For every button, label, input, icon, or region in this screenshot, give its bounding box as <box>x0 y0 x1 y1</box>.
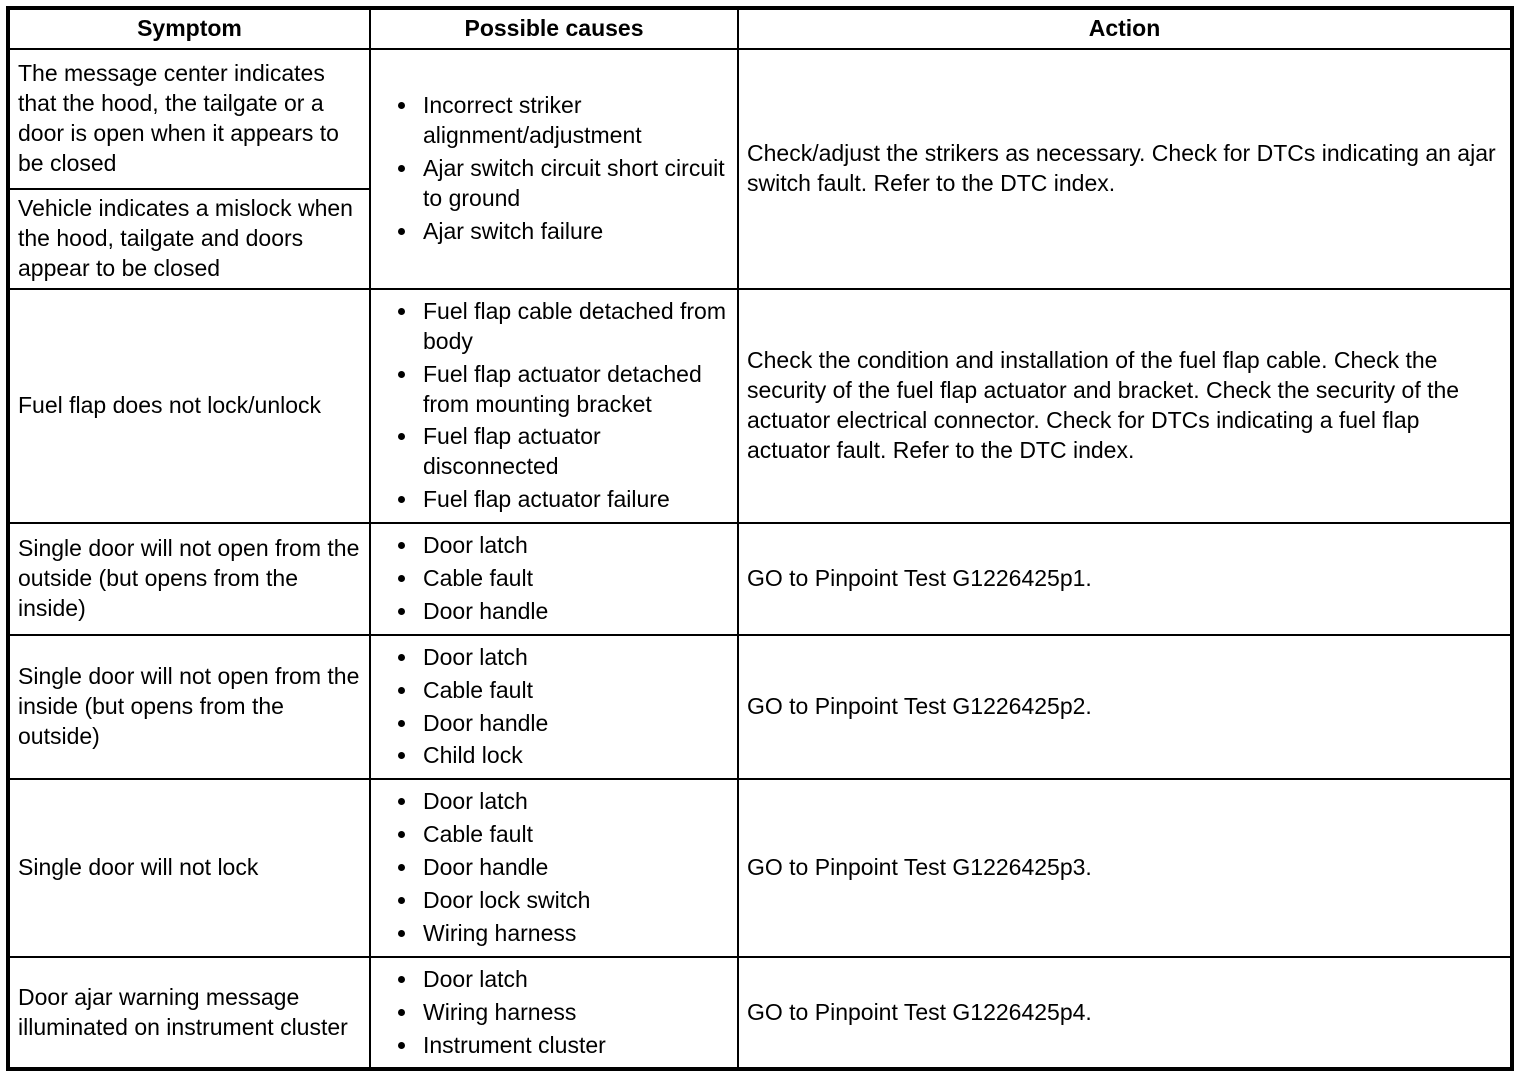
causes-cell <box>370 523 738 635</box>
cause-item: • Fuel flap actuator disconnected <box>419 422 729 482</box>
causes-cell <box>370 635 738 780</box>
causes-list <box>379 91 729 246</box>
cause-item: • Cable fault <box>419 820 729 850</box>
column-header-action: Action <box>738 8 1512 49</box>
action-cell: Check/adjust the strikers as necessary. Check for DTCs indicating an ajar switch fault. Refer to the DTC index. <box>738 49 1512 289</box>
symptom-cell: The message center indicates that the hood, the tailgate or a door is open when it appears to be closed <box>8 49 370 189</box>
cause-item: • Incorrect striker alignment/adjustment <box>419 91 729 151</box>
action-cell: GO to Pinpoint Test G1226425p2. <box>738 635 1512 780</box>
cause-item: • Door handle <box>419 597 729 627</box>
symptom-cell: Single door will not open from the outside (but opens from the inside) <box>8 523 370 635</box>
cause-item: • Wiring harness <box>419 919 729 949</box>
causes-list <box>379 297 729 515</box>
symptom-cell: Vehicle indicates a mislock when the hood, tailgate and doors appear to be closed <box>8 189 370 289</box>
column-header-possible-causes: Possible causes <box>370 8 738 49</box>
cause-item: • Door handle <box>419 709 729 739</box>
causes-list <box>379 965 729 1061</box>
table-row <box>8 635 1512 780</box>
cause-item: • Fuel flap actuator failure <box>419 485 729 515</box>
cause-item: • Door lock switch <box>419 886 729 916</box>
cause-item: • Door latch <box>419 787 729 817</box>
action-cell: GO to Pinpoint Test G1226425p4. <box>738 957 1512 1070</box>
action-cell: Check the condition and installation of the fuel flap cable. Check the security of the fuel flap actuator and bracket. Check the security of the actuator electrical connector. Check for DTCs indicating a fuel flap actuator fault. Refer to the DTC index. <box>738 289 1512 523</box>
action-cell: GO to Pinpoint Test G1226425p3. <box>738 779 1512 956</box>
symptom-cell: Single door will not open from the inside (but opens from the outside) <box>8 635 370 780</box>
causes-cell <box>370 49 738 289</box>
table-row <box>8 289 1512 523</box>
cause-item: • Door latch <box>419 643 729 673</box>
cause-item: • Child lock <box>419 741 729 771</box>
cause-item: • Door handle <box>419 853 729 883</box>
causes-cell <box>370 779 738 956</box>
table-row <box>8 779 1512 956</box>
action-cell: GO to Pinpoint Test G1226425p1. <box>738 523 1512 635</box>
table-row <box>8 523 1512 635</box>
table-row <box>8 49 1512 189</box>
causes-cell <box>370 957 738 1070</box>
header-row <box>8 8 1512 49</box>
cause-item: • Ajar switch circuit short circuit to ground <box>419 154 729 214</box>
cause-item: • Fuel flap cable detached from body <box>419 297 729 357</box>
symptom-cell: Door ajar warning message illuminated on instrument cluster <box>8 957 370 1070</box>
cause-item: • Instrument cluster <box>419 1031 729 1061</box>
table-row <box>8 957 1512 1070</box>
cause-item: • Cable fault <box>419 564 729 594</box>
cause-item: • Wiring harness <box>419 998 729 1028</box>
causes-list <box>379 531 729 627</box>
symptom-chart-table <box>6 6 1514 1071</box>
cause-item: • Door latch <box>419 531 729 561</box>
cause-item: • Fuel flap actuator detached from mounting bracket <box>419 360 729 420</box>
cause-item: • Cable fault <box>419 676 729 706</box>
causes-list <box>379 787 729 948</box>
symptom-cell: Single door will not lock <box>8 779 370 956</box>
column-header-symptom: Symptom <box>8 8 370 49</box>
cause-item: • Door latch <box>419 965 729 995</box>
causes-list <box>379 643 729 772</box>
symptom-cell: Fuel flap does not lock/unlock <box>8 289 370 523</box>
causes-cell <box>370 289 738 523</box>
cause-item: • Ajar switch failure <box>419 217 729 247</box>
